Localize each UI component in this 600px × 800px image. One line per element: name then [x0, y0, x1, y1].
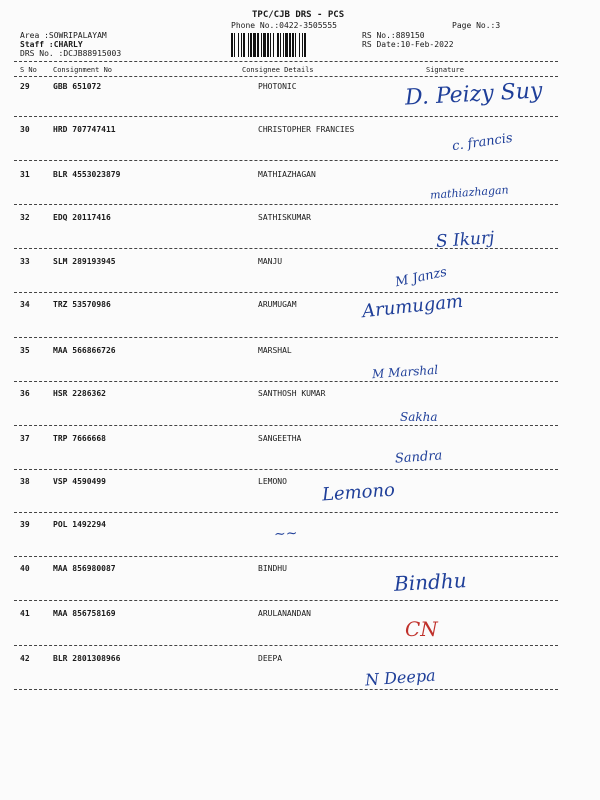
divider — [14, 689, 558, 690]
rs-date: RS Date:10-Feb-2022 — [362, 40, 454, 49]
handwritten-signature: Bindhu — [393, 568, 468, 596]
handwritten-signature: Sakha — [400, 410, 438, 424]
consignment-number: SLM 289193945 — [53, 257, 116, 266]
consignee-name: SANTHOSH KUMAR — [258, 389, 326, 398]
row-sno: 29 — [20, 82, 30, 91]
barcode-bar — [277, 33, 279, 57]
handwritten-signature: M Janzs — [394, 264, 449, 291]
consignee-name: MANJU — [258, 257, 283, 266]
table-row — [0, 389, 600, 433]
divider — [14, 292, 558, 293]
table-row — [0, 257, 600, 301]
table-row — [0, 609, 600, 653]
table-row — [0, 170, 600, 214]
barcode-bar — [289, 33, 291, 57]
consignment-number: BLR 2801308966 — [53, 654, 121, 663]
consignee-name: MATHIAZHAGAN — [258, 170, 316, 179]
divider — [14, 600, 558, 601]
consignee-name: DEEPA — [258, 654, 283, 663]
drs-number: DRS No. :DCJB88915003 — [20, 49, 122, 58]
barcode-bar — [280, 33, 281, 57]
document-title: TPC/CJB DRS - PCS — [252, 10, 345, 20]
divider — [14, 381, 558, 382]
area-label: Area :SOWRIPALAYAM — [20, 31, 107, 40]
staff-label: Staff — [20, 40, 45, 49]
table-row — [0, 520, 600, 564]
consignee-name: PHOTONIC — [258, 82, 297, 91]
consignment-number: GBB 651072 — [53, 82, 102, 91]
row-sno: 35 — [20, 346, 30, 355]
consignment-number: MAA 856980087 — [53, 564, 116, 573]
divider — [14, 76, 558, 77]
barcode-bar — [283, 33, 284, 57]
table-row — [0, 654, 600, 698]
divider — [14, 61, 558, 62]
handwritten-signature: Sandra — [394, 448, 443, 467]
barcode-bar — [241, 33, 242, 57]
handwritten-signature: c. francis — [451, 130, 514, 155]
consignment-number: POL 1492294 — [53, 520, 106, 529]
column-header-signature: Signature — [426, 66, 464, 74]
row-sno: 36 — [20, 389, 30, 398]
barcode-bar — [270, 33, 271, 57]
row-sno: 37 — [20, 434, 30, 443]
barcode-bar — [302, 33, 303, 57]
consignment-number: MAA 566866726 — [53, 346, 116, 355]
barcode-bar — [285, 33, 288, 57]
consignment-number: EDQ 20117416 — [53, 213, 111, 222]
barcode-bar — [299, 33, 300, 57]
column-header-sno: S No — [20, 66, 37, 74]
row-sno: 33 — [20, 257, 30, 266]
table-row — [0, 477, 600, 521]
page-number: Page No.:3 — [452, 21, 501, 30]
barcode-bar — [231, 33, 233, 57]
column-header-consignment: Consignment No — [53, 66, 113, 74]
divider — [14, 116, 558, 117]
divider — [14, 512, 558, 513]
consignment-number: HSR 2286362 — [53, 389, 106, 398]
phone-number: Phone No.:0422-3505555 — [231, 21, 337, 30]
consignment-number: TRP 7666668 — [53, 434, 106, 443]
consignee-name: SANGEETHA — [258, 434, 302, 443]
handwritten-signature: D. Peizy Suy — [404, 78, 543, 111]
barcode-bar — [243, 33, 245, 57]
divider — [14, 645, 558, 646]
table-row — [0, 213, 600, 257]
row-sno: 32 — [20, 213, 30, 222]
barcode-bar — [250, 33, 252, 57]
consignee-name: BINDHU — [258, 564, 287, 573]
consignment-number: MAA 856758169 — [53, 609, 116, 618]
barcode-bar — [292, 33, 294, 57]
row-sno: 30 — [20, 125, 30, 134]
row-sno: 34 — [20, 300, 30, 309]
barcode-bar — [261, 33, 262, 57]
consignee-name: CHRISTOPHER FRANCIES — [258, 125, 355, 134]
handwritten-signature: M Marshal — [371, 362, 439, 382]
row-sno: 39 — [20, 520, 30, 529]
barcode-bar — [263, 33, 266, 57]
row-sno: 41 — [20, 609, 30, 618]
barcode-bar — [295, 33, 296, 57]
barcode-bar — [238, 33, 239, 57]
consignment-number: TRZ 53570986 — [53, 300, 111, 309]
handwritten-signature: ~~ — [273, 525, 298, 543]
divider — [14, 337, 558, 338]
handwritten-signature: mathiazhagan — [429, 183, 510, 202]
divider — [14, 425, 558, 426]
table-row — [0, 346, 600, 390]
barcode-bar — [253, 33, 256, 57]
table-row — [0, 434, 600, 478]
barcode-bar — [257, 33, 259, 57]
divider — [14, 556, 558, 557]
staff-value: :CHARLY — [48, 40, 83, 49]
handwritten-signature: Arumugam — [361, 290, 465, 323]
column-header-consignee: Consignee Details — [242, 66, 314, 74]
divider — [14, 160, 558, 161]
barcode-bar — [267, 33, 269, 57]
barcode-bar — [248, 33, 249, 57]
consignment-number: VSP 4590499 — [53, 477, 106, 486]
divider — [14, 204, 558, 205]
barcode-bar — [234, 33, 235, 57]
barcode-image — [231, 33, 355, 57]
row-sno: 40 — [20, 564, 30, 573]
handwritten-signature: Lemono — [321, 479, 396, 506]
handwritten-signature: CN — [405, 617, 438, 641]
consignment-number: HRD 707747411 — [53, 125, 116, 134]
barcode-bar — [273, 33, 274, 57]
row-sno: 38 — [20, 477, 30, 486]
row-sno: 42 — [20, 654, 30, 663]
consignee-name: SATHISKUMAR — [258, 213, 311, 222]
staff-line — [20, 40, 83, 49]
consignment-number: BLR 4553023879 — [53, 170, 121, 179]
table-row — [0, 564, 600, 608]
barcode-bar — [304, 33, 306, 57]
rs-number: RS No.:889150 — [362, 31, 425, 40]
divider — [14, 469, 558, 470]
consignee-name: ARULANANDAN — [258, 609, 311, 618]
row-sno: 31 — [20, 170, 30, 179]
consignee-name: LEMONO — [258, 477, 287, 486]
handwritten-signature: N Deepa — [364, 665, 437, 690]
handwritten-signature: S Ikurj — [435, 227, 496, 253]
consignee-name: ARUMUGAM — [258, 300, 297, 309]
consignee-name: MARSHAL — [258, 346, 292, 355]
